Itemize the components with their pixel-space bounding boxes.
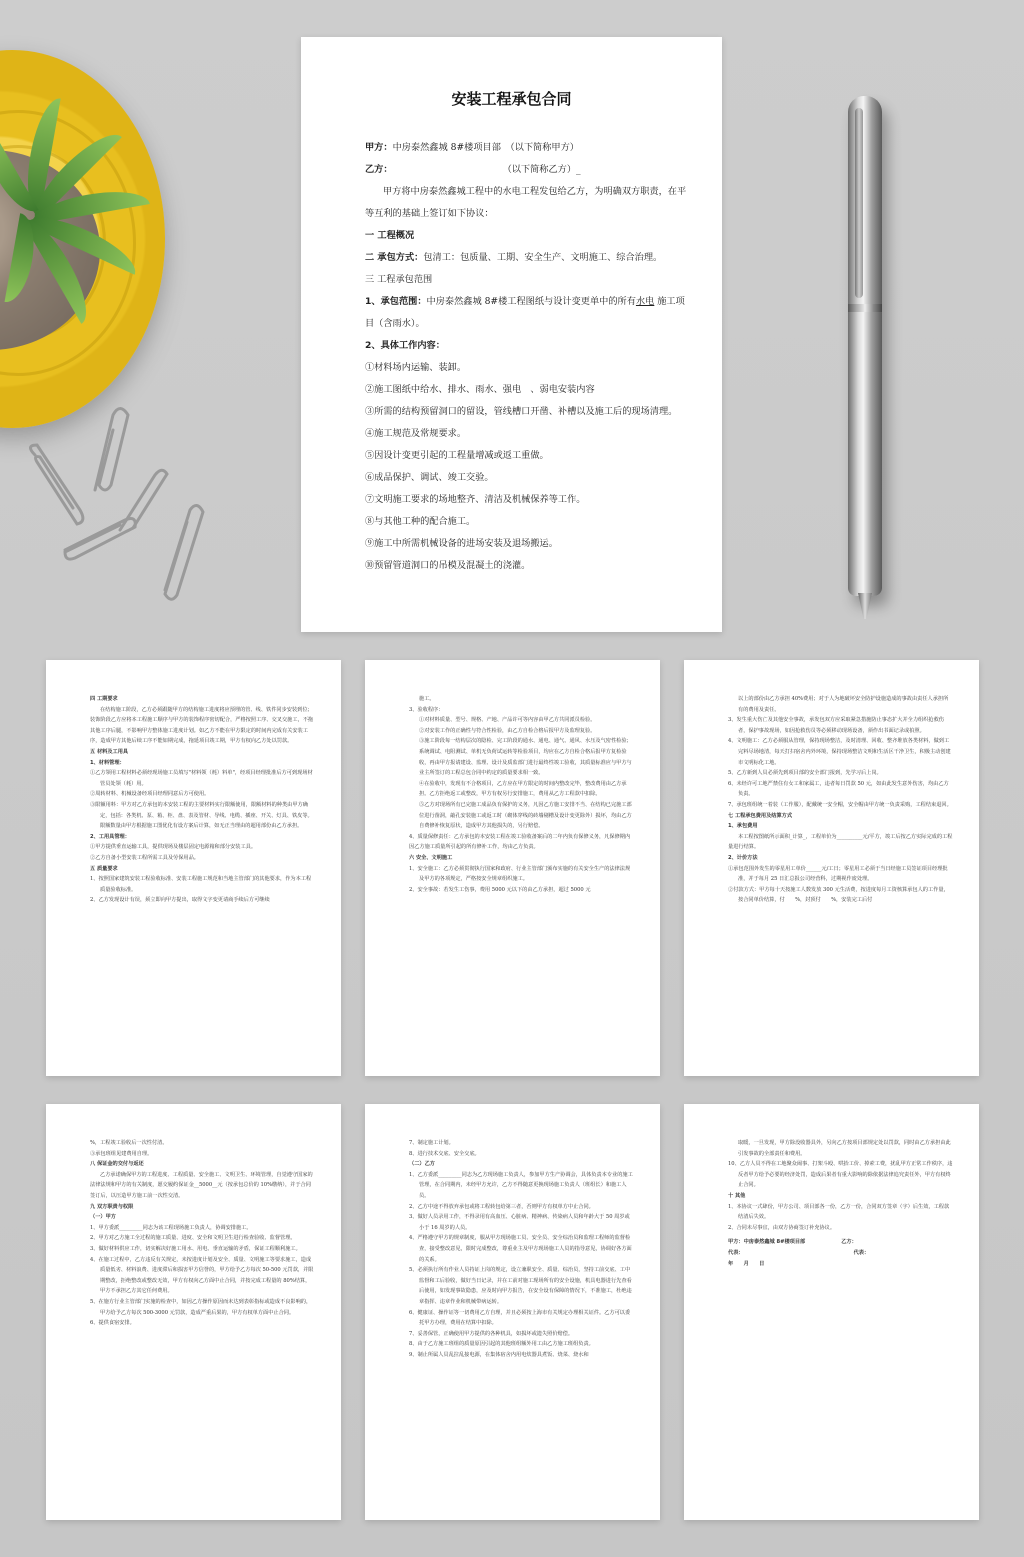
paragraph: 2、乙方中途不得放弃承包或将工程转包给第三者，否则甲方有权单方中止合同。 xyxy=(409,1203,594,1210)
paragraph: %，工程竣工验收后一次性付清。 xyxy=(90,1140,168,1146)
paragraph: 3、做好材料供应工作，切实解决好施工用水、用电、垂直运输的矛盾，保证工程顺利施工。 xyxy=(90,1245,301,1252)
work-item: ⑧与其他工种的配合施工。 xyxy=(365,516,476,527)
paragraph: ①甲方提供垂直运输工具，提供现场及楼层固定电源箱和部分安装工具。 xyxy=(90,844,257,851)
work-item: ②施工图纸中给水、排水、雨水、强电 、弱电安装内容 xyxy=(365,384,595,395)
section-2: 二 承包方式：包清工：包质量、工期、安全生产、文明施工、综合治理。 xyxy=(365,252,663,263)
paragraph: 4、严格遵守甲方的规章制度，服从甲方现场施工员、安全员、安全综治员和监理工程师的监督检查，接受整改意见，限时完成整改，尊重业主及甲方现场施工人员的指导意见，协调好各方面的关系。 xyxy=(409,1235,632,1263)
paragraph: 施工。 xyxy=(419,696,435,702)
section-heading: （一）甲方 xyxy=(90,1214,116,1221)
work-item: ⑤因设计变更引起的工程量增减或返工重做。 xyxy=(365,450,549,461)
section-heading: 五 质量要求 xyxy=(90,865,118,872)
work-item: ④施工规范及常规要求。 xyxy=(365,428,467,439)
section-heading: 七 工程承包费用及结算方式 xyxy=(728,812,793,819)
paragraph: ③施工阶段每一结构层次的隐检、完工阶段的通水、通电、通气、通风、水压及气密性检验；系统调试、电阻测试、单机无负荷试运转等检验项目，均应在乙方自检合格后报甲方复检验收，再由甲方报请建设、监理、设计及质监部门进行最终性竣工验收，其质量标准应与甲方与业主所签订的工程总包合同中约定的质量要求相一致。 xyxy=(419,738,632,777)
date-line: 年 月 日 xyxy=(728,1260,765,1267)
paragraph: 2、甲方对乙方施工全过程的施工质量、进度、安全和文明卫生进行检查验收、监督管理。 xyxy=(90,1235,296,1242)
paragraph: 5、乙方新到人员必须先到项目部的安全部门报到，先学习后上岗。 xyxy=(728,770,882,777)
paragraph: 3、验收程序： xyxy=(409,706,444,713)
paragraph: 5、必须执行所有作业人员持证上岗的规定，设立兼职安全、质量、综治员，坚持工前交底、工中监督和工后验收，做好当日记录，并在工前对施工现场所有的安全设施，机具电器进行先查看后使用，如发现事故隐患，应及时向甲方报告，在安全设有保障的情况下，不准施工，杜绝违章指挥、违章作业和机械带病运转。 xyxy=(409,1267,632,1305)
scope-line: 1、承包范围：中房泰然鑫城 8#楼工程图纸与设计变更单中的所有水电 施工项 xyxy=(365,296,685,307)
section-heading: （二）乙方 xyxy=(409,1161,435,1168)
paragraph: ②周转材料、机械设备经项目经理同意后方可使用。 xyxy=(90,791,210,798)
scope-line-2: 目（含雨水）。 xyxy=(365,318,425,329)
paragraph: 3、发生重大伤亡及其他安全事故，承发包双方应采取紧急措施防止事态扩大并全力组织抢救伤者，保护事故现场，如因抢救伤员等必须移动现场设备，须作出书面记录或拍照。 xyxy=(728,717,944,734)
section-heading: 2、工用具管理： xyxy=(90,833,130,840)
paragraph: 1、甲方委派_________同志为该工程现场施工负责人，协调安排施工。 xyxy=(90,1224,252,1231)
work-item: ⑩预留管道洞口的吊模及混凝土的浇灌。 xyxy=(365,560,531,571)
paragraph: 1、本协议一式肆份，甲方公司、项目部各一份，乙方一份，合同双方签章（字）后生效，工程款结清后失效。 xyxy=(728,1203,950,1221)
contract-page-2 xyxy=(46,660,341,1076)
page-7-body xyxy=(728,1138,953,1233)
page-4-body xyxy=(728,694,953,906)
paragraph: 8、进行技术交底、安全交底。 xyxy=(409,1150,480,1157)
paragraph: ③承包班组见建费用自理。 xyxy=(90,1150,153,1157)
work-item: ③所需的结构预留洞口的留设，管线槽口开凿、补槽以及施工后的现场清理。 xyxy=(365,406,678,417)
work-content-heading: 2、具体工作内容： xyxy=(365,340,445,351)
paragraph: 9、制止所属人员乱拉乱接电源，在集体宿舍内用电炊器具煮饭、烧菜、烧水和 xyxy=(409,1351,589,1358)
paragraph: ①对材料质量、型号、规格、产地、产品许可等内容由甲乙方共同派员检验。 xyxy=(419,717,596,724)
paragraph: ②乙方自备小型安装工程所需工具及劳保用品。 xyxy=(90,854,199,861)
work-item: ⑥成品保护、调试、竣工交验。 xyxy=(365,472,494,483)
section-heading: 十 其他 xyxy=(728,1192,746,1199)
paragraph: ②对安装工作的正确性与符合性检验，由乙方自检合格后报甲方及监理复验。 xyxy=(419,727,596,734)
work-item: ⑨施工中所需机械设备的进场安装及退场搬运。 xyxy=(365,538,558,549)
section-heading: 九 双方职责与权限 xyxy=(90,1203,134,1210)
section-heading: 四 工期要求 xyxy=(90,696,118,702)
contract-title: 安装工程承包合同 xyxy=(451,90,572,108)
section-heading: 八 保证金的交付与返还 xyxy=(90,1161,144,1168)
page-6-body xyxy=(409,1138,634,1360)
paragraph: 6、提供食宿安排。 xyxy=(90,1320,135,1327)
paragraph: 乙方承诺确保甲方的工程进度、工程质量、安全施工、文明卫生、环境管理，自觉遵守国家的法律法规和甲方的有关制度，愿交履约保证金__5000__元（按承包总价的 10%缴纳），并于合同签订后，以压造甲方施工前一次性交清。 xyxy=(90,1171,313,1199)
section-heading: 1、承包费用 xyxy=(728,823,758,830)
section-1-heading: 一 工程概况 xyxy=(365,230,415,241)
pen-band xyxy=(848,304,882,312)
paragraph: 6、未经许可工地严禁住有女工和家属工，违者每日罚款 50 元，如由此发生意外伤害，均由乙方负责。 xyxy=(728,780,949,798)
paragraph: 1、安全施工：乙方必须贯彻执行国家和政府、行业主管部门颁布实施的有关安全生产的法律法规及甲方的各项规定，严格按安全规章组织施工。 xyxy=(409,865,631,883)
paragraph: 取暖，一旦发现，甲方除没收器具外，另向乙方按项目部规定处以罚款，同时由乙方承担由此引发事故的全部责任和费用。 xyxy=(738,1140,951,1157)
party-b-line: 乙方： （以下简称乙方）_ xyxy=(365,164,581,175)
paragraph: 2、安全事故：若发生工伤事，费用 5000 元以下的由乙方承担，超过 5000 元 xyxy=(409,886,591,893)
paragraph: 7、妥善保管，正确使用甲方提供的各种机具，如损坏或遗失照价赔偿。 xyxy=(409,1330,574,1337)
section-heading: 2、计价方法 xyxy=(728,854,758,861)
paragraph: 以上的部份由乙方承担 40%费用；对于人为地破坏安全防护设施造成的事故由责任人承担所有的费用及责任。 xyxy=(738,696,949,713)
work-items-list xyxy=(365,357,678,577)
paragraph: 本工程按图纸所示面积_计算_，工程单价为__________元/平方，竣工后按乙方实际完成的工程量进行结算。 xyxy=(728,833,953,851)
paragraph: 4、文明施工：乙方必须服从管理，保持现场整洁，及时清理、回收、整齐堆放各类材料，做到工完料尽场地清，每天打扫宿舍内外环境，保持现场整洁文明和生活区干净卫生，积极主动创建市文明标化工地。 xyxy=(728,738,951,766)
paragraph: 6、健康证、操作证等一切费用乙方自理，并且必须按上海市有关规定办理相关证件。乙方可以委托甲方办理，费用在结算中扣除。 xyxy=(409,1309,631,1327)
paragraph: ④在验收中，发现有不合格项目，乙方应在甲方限定的时间内整改完毕，整改费用由乙方承担。乙方拒绝返工或整改，甲方有权另行安排施工，费用从乙方工程款中扣除。 xyxy=(419,780,627,798)
paragraph: ③限额用料：甲方对乙方承包的本安装工程的主要材料实行限额使用，限额材料的种类由甲方确定，包括：各类机、泵、箱、柜、盘、表及管材、导线、电缆、插座、开关、灯具、铁皮等。限额数量由甲方根据施工图优化有设方案后计算，如无正当理由的超用部份由乙方承担。 xyxy=(90,801,313,830)
paragraph: 3、做好人员录用工作，不得录用有高血压、心脏病、精神病、传染病人员和年龄大于 50 周岁或小于 16 周岁的人员。 xyxy=(409,1214,630,1231)
paragraph: ①承包范围外发生的零星用工单价______元/工日；零星用工必须于当日经施工员签证项目经理批准，并于每月 25 日汇总报公司经营科，过期视作废处理。 xyxy=(728,865,948,883)
intro-line-2: 等互利的基础上签订如下协议： xyxy=(365,208,494,219)
paragraph: 7、制定施工计划。 xyxy=(409,1140,454,1146)
section-heading: 1、材料管理： xyxy=(90,759,125,766)
contract-page-7 xyxy=(684,1104,979,1520)
paragraph: 1、按照国家建筑安装工程验收标准、安装工程施工规范和当地主管部门的其他要求，作为本工程质量验收标准。 xyxy=(90,876,312,893)
paragraph: ①乙方领用工程材料必须经现场施工员填写"材料领（耗）料单"，经项目经理批准后方可到现场材管员处领（耗）用。 xyxy=(90,770,313,787)
page-5-body xyxy=(90,1138,315,1329)
paragraph: 10、乙方人员不得在工地聚众闹事、打架斗殴、哄抬工价、掉索工费，扰乱甲方正常工作秩序，违反者甲方给予必要的经济处罚，造成后果者有重大影响的除依据法律追究责任外，甲方有权终止合同。 xyxy=(728,1161,953,1189)
work-item: ⑦文明施工要求的场地整齐、清洁及机械保养等工作。 xyxy=(365,494,586,505)
paragraph: ⑤乙方对现场所有已完施工成品负有保护的义务，凡因乙方施工安排不当、在结构已完施工部位进行凿洞，敲孔安装施工或返工时（砌体穿线的砖墙剔槽及设计变更除外）损坏，均由乙方自费修补恢复原状，造成甲方其他损失的，另行赔偿。 xyxy=(419,801,632,830)
page-3-body xyxy=(409,694,634,895)
paragraph: ②付款方式：甲方每十天按施工人数发放 300 元生活费，按进度每月工资核算承包人的工作量，按合同单价结算，付 %，封顶付 %，安装完工后付 xyxy=(728,886,949,904)
section-3-heading: 三 工程承包范围 xyxy=(365,274,433,285)
paragraph: 8、由于乙方施工班组的质量原因引起的其他班组额外用工由乙方施工班组负责。 xyxy=(409,1341,594,1348)
paragraph: 7、承包班组统一着装（工作服），配戴统一安全帽，安全帽由甲方统一负责采购，工程结束退回。 xyxy=(728,801,952,808)
paragraph: 2、乙方发现设计有误，须立即向甲方提出，取得文字变更请商手续后方可继续 xyxy=(90,897,270,904)
contract-page-1 xyxy=(301,37,722,632)
paper-clips-icon xyxy=(25,400,215,620)
section-heading: 六 安全、文明施工 xyxy=(409,854,453,861)
pen-clip xyxy=(855,108,863,298)
paragraph: 在结构施工阶段，乙方必须跟随甲方的结构施工进度将应预埋的管、线、铁件同步安装到位；装饰阶段乙方应将本工程施工顺序与甲方的装饰程序密切配合，严格按照工序、交叉交施工，不拖其他工序后腿，不影响甲方整体施工进度计划。如乙方不能在甲方限定的时间内完成有关安装工序，造成甲方其他后续工序不能如期完成，拖延项目竣工期，甲方有权向乙方处以罚款。 xyxy=(90,706,314,745)
section-heading: 五 材料及工用具 xyxy=(90,748,129,755)
contract-page-3 xyxy=(365,660,660,1076)
contract-page-6 xyxy=(365,1104,660,1520)
representative-line: 代表： 代表： xyxy=(728,1249,870,1256)
paragraph: 2、合同未尽事宜，由双方协商签订补充协议。 xyxy=(728,1224,836,1231)
signature-line: 甲方：中房泰然鑫城 8#楼项目部 乙方： xyxy=(728,1239,857,1246)
intro-line-1: 甲方将中房泰然鑫城工程中的水电工程发包给乙方，为明确双方职责，在平 xyxy=(383,186,687,197)
party-a-line: 甲方：中房泰然鑫城 8#楼项目部 （以下简称甲方） xyxy=(365,142,579,153)
contract-page-4 xyxy=(684,660,979,1076)
contract-page-5 xyxy=(46,1104,341,1520)
paragraph: 4、在施工过程中，乙方违反有关规定，未按进度计划及安全、质量、文明施工等要求施工，造成质量低劣、材料浪费、进度滞后和损害甲方信誉的，甲方给予乙方每次 50-500 元罚款，并限期整改，拒绝整改或整改无效，甲方有权向乙方面中止合同，并按完成工程量的 80%结算，甲方不承担乙方其它任何费用。 xyxy=(90,1256,314,1295)
paragraph: 4、质量保修责任：乙方承包的本安装工程在竣工验收备案后的二年内负有保修义务，凡保修期内因乙方施工质量所引起的所有修补工作，均由乙方负责。 xyxy=(409,833,631,851)
paragraph: 5、在施方行业主管部门实施的检查中，如因乙方操作原因而未达到表彰指标或造成不良影响的，甲方给予乙方每次 500-3000 元罚款，造成严重后果的，甲方有权单方面中止合同。 xyxy=(90,1298,312,1316)
paragraph: 1、乙方委派_________同志为乙方现场施工负责人，参加甲方生产协调会，具体负责本专业的施工管理，在合同期内，未经甲方允许，乙方不得随意更换现场施工负责人（班组长）和施工人员。 xyxy=(409,1171,633,1199)
work-item: ①材料场内运输、装卸。 xyxy=(365,362,467,373)
pen xyxy=(848,96,882,596)
page-2-body xyxy=(90,694,315,906)
